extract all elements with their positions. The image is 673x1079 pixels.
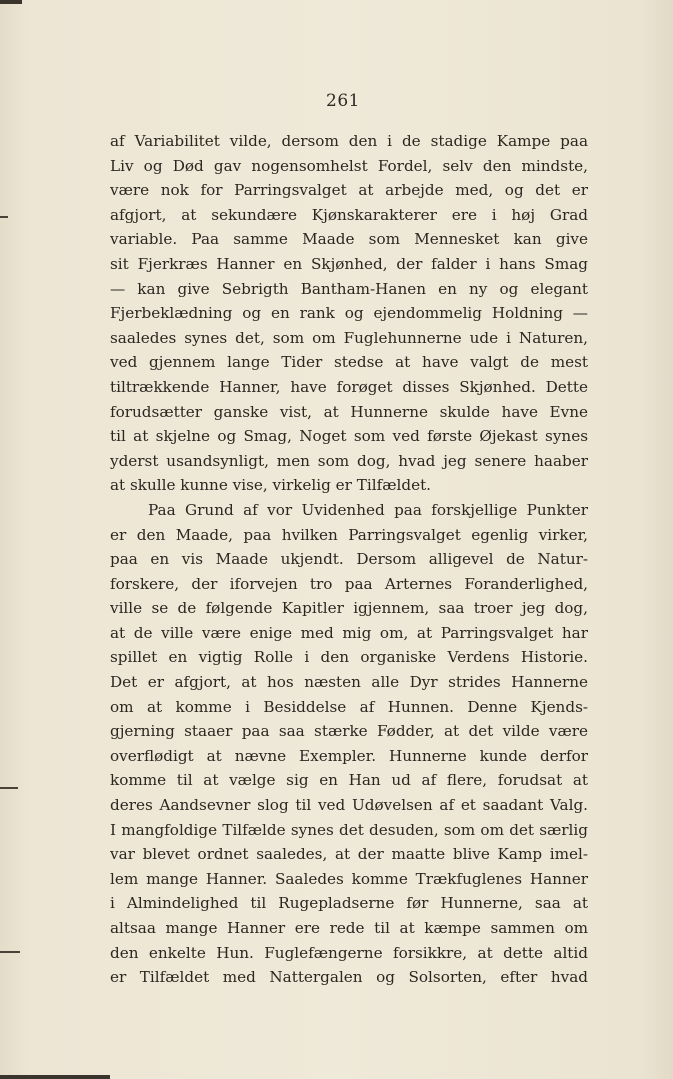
text-line: overflødigt at nævne Exempler. Hunnerne kunde derfor — [110, 746, 588, 765]
text-line: komme til at vælge sig en Han ud af flere, forudsat at — [110, 771, 588, 790]
text-line: Fjerbeklædning og en rank og ejendommelig Holdning — — [110, 304, 588, 323]
text-line: er Tilfældet med Nattergalen og Solsorten, efter hvad — [110, 968, 588, 987]
page-number: 261 — [326, 91, 360, 111]
text-line: lem mange Hanner. Saaledes komme Trækfuglenes Hanner — [110, 869, 588, 888]
text-line: saaledes synes det, som om Fuglehunnerne ude i Naturen, — [110, 328, 588, 347]
text-line: — kan give Sebrigth Bantham-Hanen en ny og elegant — [110, 279, 588, 298]
text-line: er den Maade, paa hvilken Parringsvalget egenlig virker, — [110, 525, 588, 544]
text-line: ville se de følgende Kapitler igjennem, saa troer jeg dog, — [110, 599, 588, 618]
text-line: den enkelte Hun. Fuglefængerne forsikkre, at dette altid — [110, 943, 588, 962]
text-line: spillet en vigtig Rolle i den organiske Verdens Historie. — [110, 648, 588, 667]
text-line: yderst usandsynligt, men som dog, hvad jeg senere haaber — [110, 451, 588, 470]
text-line: altsaa mange Hanner ere rede til at kæmpe sammen om — [110, 919, 588, 937]
text-line: deres Aandsevner slog til ved Udøvelsen af et saadant Valg. — [110, 796, 588, 815]
text-line: sit Fjerkræs Hanner en Skjønhed, der falder i hans Smag — [110, 254, 588, 273]
margin-mark — [0, 951, 20, 953]
page-edge-bottom — [0, 1075, 110, 1079]
text-line: Det er afgjort, at hos næsten alle Dyr strides Hannerne — [110, 673, 588, 692]
text-line: være nok for Parringsvalget at arbejde med, og det er — [110, 181, 588, 200]
text-line: gjerning staaer paa saa stærke Fødder, at det vilde være — [110, 722, 588, 741]
text-line: til at skjelne og Smag, Noget som ved første Øjekast synes — [110, 427, 588, 446]
text-line: om at komme i Besiddelse af Hunnen. Denne Kjends- — [110, 697, 588, 716]
text-line: tiltrækkende Hanner, have forøget disses Skjønhed. Dette — [110, 377, 588, 396]
margin-mark — [0, 216, 8, 218]
text-line: ved gjennem lange Tider stedse at have valgt de mest — [110, 353, 588, 372]
text-line: af Variabilitet vilde, dersom den i de stadige Kampe paa — [110, 132, 588, 150]
text-line: paa en vis Maade ukjendt. Dersom alligevel de Natur- — [110, 550, 588, 569]
text-line: afgjort, at sekundære Kjønskarakterer ere i høj Grad — [110, 205, 588, 224]
text-line: forskere, der iforvejen tro paa Arternes Foranderlighed, — [110, 574, 588, 593]
text-line: variable. Paa samme Maade som Mennesket kan give — [110, 230, 588, 249]
text-line: I mangfoldige Tilfælde synes det desuden, som om det særlig — [110, 820, 588, 839]
text-line: i Almindelighed til Rugepladserne før Hunnerne, saa at — [110, 894, 588, 913]
text-line: Liv og Død gav nogensomhelst Fordel, selv den mindste, — [110, 156, 588, 175]
body-text — [110, 129, 588, 990]
text-line: forudsætter ganske vist, at Hunnerne skulde have Evne — [110, 402, 588, 421]
text-line: var blevet ordnet saaledes, at der maatte blive Kamp imel- — [110, 845, 588, 864]
margin-mark — [0, 787, 18, 789]
text-line: Paa Grund af vor Uvidenhed paa forskjellige Punkter — [148, 500, 588, 519]
text-line: at skulle kunne vise, virkelig er Tilfældet. — [110, 476, 431, 495]
text-line: at de ville være enige med mig om, at Parringsvalget har — [110, 623, 588, 642]
page-edge-top — [0, 0, 22, 4]
